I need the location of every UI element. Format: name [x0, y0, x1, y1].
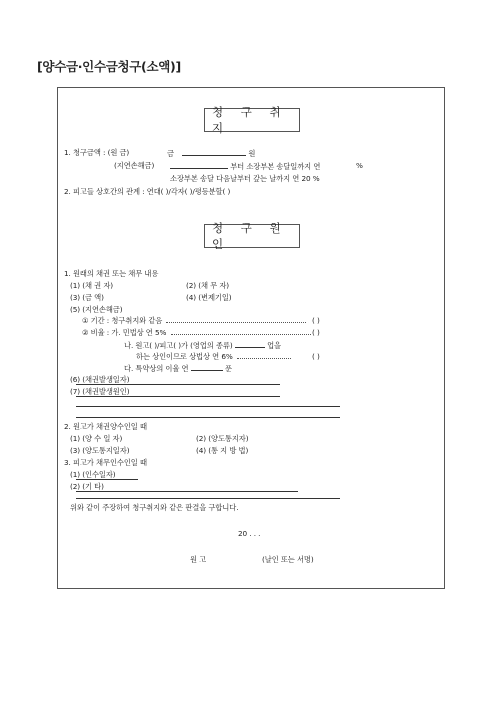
delay-damage-text — [170, 161, 320, 171]
rate-commercial-line — [124, 340, 281, 350]
document-title: [양수금·인수금청구(소액)] — [37, 59, 181, 74]
other-field: (2) (기 타) — [70, 482, 104, 491]
amount-field: (3) (금 액) — [70, 293, 104, 302]
period-text: ① 기간 : 청구취지와 같음 — [82, 316, 163, 325]
claim-cause-heading: 청 구 원 인 — [204, 224, 300, 248]
delay-line2: 소장부본 송달 다음날부터 갚는 날까지 연 20 % — [170, 174, 320, 183]
defendant-relation: 2. 피고들 상호간의 관계 : 연대( )/각자( )/평등분할( ) — [64, 187, 231, 196]
other-extra-line — [76, 498, 340, 499]
rate-civil-text: ② 비율 : 가. 민법상 연 5% — [82, 328, 167, 337]
notifier-field: (2) (양도통지자) — [196, 434, 249, 443]
takeover-date-line — [76, 479, 138, 480]
claim-cause-field: (7) (채권발생원인) — [70, 387, 130, 396]
special-rate-suffix: 푼 — [224, 364, 232, 373]
rate-commercial-line2 — [136, 352, 293, 361]
claim-cause-line — [76, 396, 280, 397]
delay-damage-field: (5) (지연손해금) — [70, 305, 123, 314]
section1-title: 1. 원래의 채권 또는 채무 내용 — [64, 269, 159, 278]
creditor-field: (1) (채 권 자) — [70, 281, 114, 290]
claim-cause-extra-line1 — [76, 406, 340, 407]
rate-commercial-paren: ( ) — [312, 352, 320, 361]
notice-date-field: (3) (양도통지일자) — [70, 446, 130, 455]
business-type-blank — [235, 340, 265, 348]
due-date-field: (4) (변제기일) — [186, 293, 232, 302]
rate-civil-paren: ( ) — [312, 328, 320, 337]
claim-date-field: (6) (채권발생일자) — [70, 375, 130, 384]
section2-title: 2. 원고가 채권양수인일 때 — [64, 422, 147, 431]
plaintiff-label: 원 고 — [190, 555, 207, 564]
claim-amount-won — [167, 148, 255, 158]
special-rate-line — [124, 363, 232, 373]
period-line — [82, 316, 308, 325]
other-line — [76, 491, 298, 492]
rate-civil-dots — [171, 328, 311, 335]
seal-note: (날인 또는 서명) — [262, 555, 314, 564]
debtor-field: (2) (채 무 자) — [186, 281, 230, 290]
filing-date: 20 . . . — [238, 529, 261, 538]
period-paren: ( ) — [312, 316, 320, 325]
claim-amount-label: 1. 청구금액 : (원 금) — [64, 148, 130, 157]
period-dots — [166, 316, 306, 323]
won-blank — [182, 148, 246, 156]
delay-blank — [170, 161, 228, 169]
assignment-date-field: (1) (양 수 일 자) — [70, 434, 123, 443]
section3-title: 3. 피고가 채무인수인일 때 — [64, 458, 147, 467]
claim-cause-extra-line2 — [76, 417, 340, 418]
delay-text: 부터 소장부본 송달일까지 연 — [230, 162, 321, 171]
special-rate-blank — [191, 363, 223, 371]
special-rate-text: 다. 특약상의 이율 연 — [124, 364, 189, 373]
claim-purpose-heading: 청 구 취 지 — [204, 108, 300, 132]
closing-statement: 위와 같이 주장하여 청구취지와 같은 판결을 구합니다. — [70, 503, 239, 512]
rate-commercial-dots — [237, 352, 291, 359]
delay-damage-label: (지연손해금) — [114, 161, 155, 170]
won-prefix: 금 — [167, 149, 174, 158]
claim-date-line — [76, 384, 280, 385]
takeover-date-field: (1) (인수일자) — [70, 470, 116, 479]
notice-method-field: (4) (통 지 방 법) — [196, 446, 249, 455]
rate-line — [82, 328, 313, 337]
delay-unit: % — [356, 161, 363, 170]
won-suffix: 원 — [248, 149, 256, 158]
rate-commercial-suffix: 업을 — [267, 341, 281, 350]
rate-commercial-text: 하는 상인이므로 상법상 연 6% — [136, 352, 233, 361]
rate-commercial-prefix: 나. 원고( )/피고( )가 (영업의 종류) — [124, 341, 233, 350]
